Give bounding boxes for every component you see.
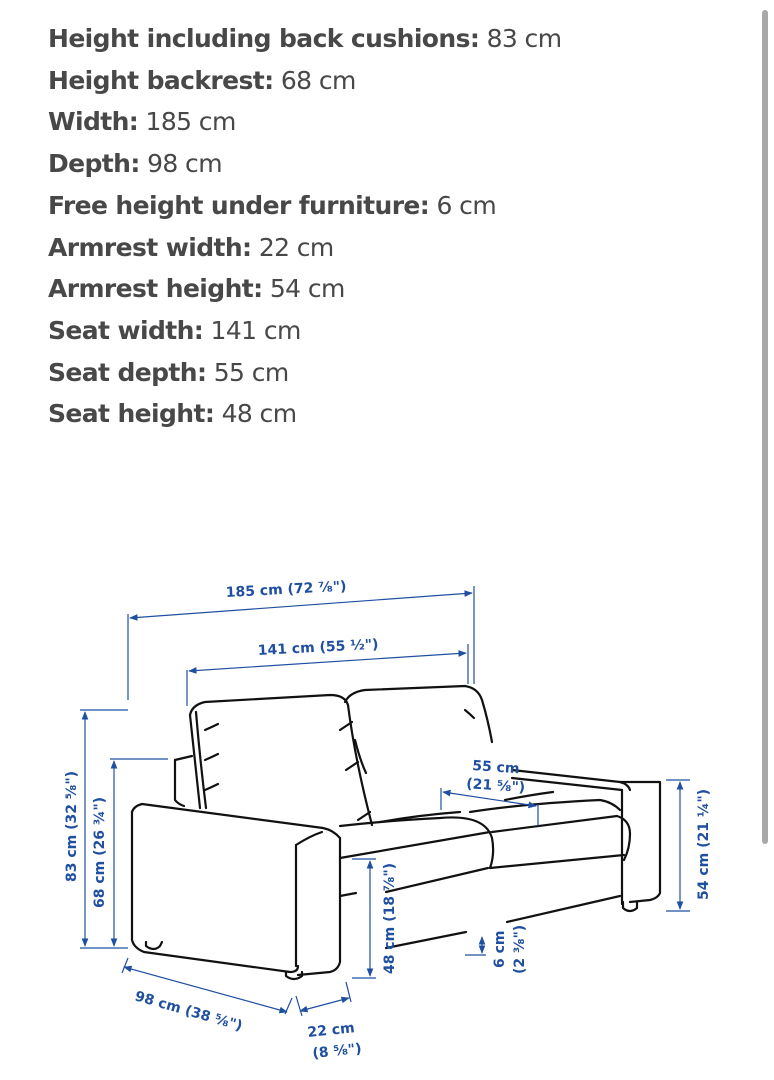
- label-height-total: 83 cm (32 ⅝"): [64, 770, 80, 882]
- spec-value: 48 cm: [214, 399, 297, 429]
- spec-free-height: [48, 185, 561, 227]
- spec-armrest-width: [48, 227, 561, 269]
- spec-value: 54 cm: [262, 274, 345, 304]
- spec-label: Width:: [48, 107, 139, 137]
- spec-height-including-back-cushions: [48, 18, 561, 60]
- label-width-total: 185 cm (72 ⅞"): [225, 578, 347, 601]
- label-free-height-in: (2 ⅜"): [512, 924, 528, 974]
- spec-label: Armrest width:: [48, 232, 252, 262]
- spec-label: Armrest height:: [48, 274, 263, 304]
- spec-seat-depth: [48, 352, 561, 394]
- label-free-height-cm: 6 cm: [492, 930, 508, 968]
- spec-label: Seat height:: [48, 399, 215, 429]
- spec-depth: [48, 143, 561, 185]
- spec-value: 22 cm: [251, 232, 334, 262]
- label-depth: 98 cm (38 ⅝"): [132, 988, 245, 1035]
- spec-value: 98 cm: [139, 149, 222, 179]
- sofa-dimension-diagram: [0, 560, 774, 1080]
- spec-label: Depth:: [48, 149, 140, 179]
- spec-seat-width: [48, 310, 561, 352]
- spec-label: Height backrest:: [48, 65, 274, 95]
- spec-label: Seat width:: [48, 315, 204, 345]
- spec-label: Seat depth:: [48, 357, 207, 387]
- label-height-backrest: 68 cm (26 ¾"): [92, 796, 108, 908]
- spec-value: 68 cm: [273, 65, 356, 95]
- spec-width: [48, 101, 561, 143]
- label-armrest-height: 54 cm (21 ¼"): [696, 788, 712, 900]
- spec-value: 141 cm: [203, 315, 301, 345]
- product-measurements-list: [48, 18, 561, 435]
- label-seat-depth-cm: 55 cm: [471, 758, 520, 778]
- label-armrest-width-cm: 22 cm: [306, 1020, 356, 1041]
- label-seat-depth-in: (21 ⅝"): [465, 776, 526, 797]
- spec-label: Height including back cushions:: [48, 24, 480, 53]
- spec-value: 83 cm: [479, 24, 562, 53]
- spec-height-backrest: [48, 60, 561, 102]
- label-seat-height: 48 cm (18 ⅞"): [382, 862, 398, 974]
- spec-armrest-height: [48, 268, 561, 310]
- label-seat-width: 141 cm (55 ½"): [257, 636, 379, 659]
- spec-seat-height: [48, 393, 561, 435]
- label-armrest-width-in: (8 ⅝"): [311, 1040, 363, 1062]
- spec-value: 55 cm: [206, 357, 289, 387]
- spec-value: 6 cm: [429, 190, 497, 220]
- spec-value: 185 cm: [138, 107, 236, 137]
- spec-label: Free height under furniture:: [48, 190, 430, 220]
